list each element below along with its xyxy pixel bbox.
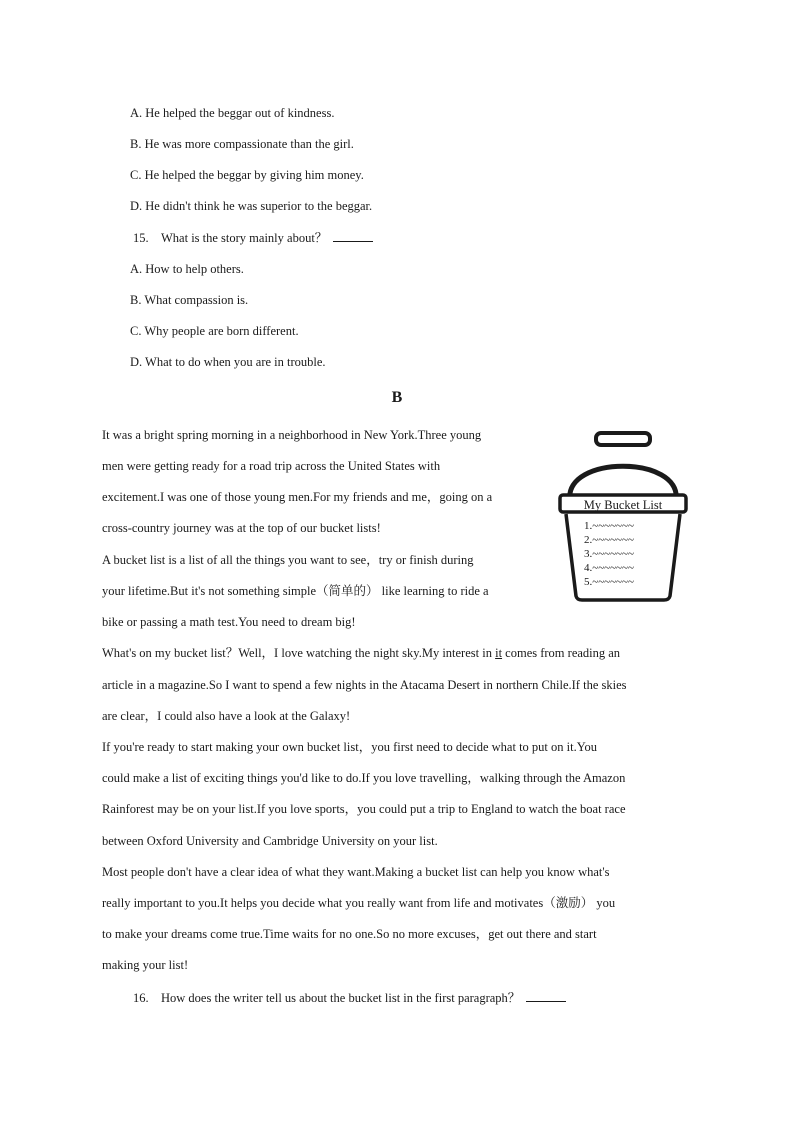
passage-line: Most people don't have a clear idea of what they want.Making a bucket list can help you know what's xyxy=(102,865,610,879)
passage-line: cross-country journey was at the top of our bucket lists! xyxy=(102,521,381,535)
passage-line: If you're ready to start making your own bucket list，you first need to decide what to put on it.You xyxy=(102,740,597,754)
passage-line: article in a magazine.So I want to spend a few nights in the Atacama Desert in northern Chile.If the skies xyxy=(102,678,627,692)
bucket-label: My Bucket List xyxy=(583,498,663,512)
bucket-item: 4.~~~~~~~ xyxy=(584,562,634,574)
passage-line: A bucket list is a list of all the things you want to see，try or finish during xyxy=(102,553,474,567)
passage-text: What's on my bucket list？Well，I love watching the night sky.My interest in xyxy=(102,646,496,660)
q15-option-d: D. What to do when you are in trouble. xyxy=(130,355,326,369)
question-16 xyxy=(133,989,566,1006)
question-number: 15. xyxy=(133,231,149,245)
question-text: What is the story mainly about？ xyxy=(161,231,328,245)
option-b-prev: B. He was more compassionate than the girl. xyxy=(130,137,354,151)
handle-grip xyxy=(596,433,650,445)
option-c-prev: C. He helped the beggar by giving him money. xyxy=(130,168,364,182)
q15-option-a: A. How to help others. xyxy=(130,262,244,276)
passage-line: Rainforest may be on your list.If you love sports，you could put a trip to England to watch the boat race xyxy=(102,802,626,816)
question-15 xyxy=(133,229,373,246)
passage-line: to make your dreams come true.Time waits for no one.So no more excuses，get out there and start xyxy=(102,927,597,941)
answer-blank[interactable] xyxy=(526,989,566,1002)
passage-line: are clear，I could also have a look at the Galaxy! xyxy=(102,709,351,723)
question-number: 16. xyxy=(133,991,149,1005)
bucket-item: 5.~~~~~~~ xyxy=(584,576,634,588)
option-a-prev: A. He helped the beggar out of kindness. xyxy=(130,106,335,120)
passage-line: excitement.I was one of those young men.For my friends and me，going on a xyxy=(102,490,493,504)
passage-line xyxy=(102,645,620,661)
passage-line: making your list! xyxy=(102,958,189,972)
passage-line: bike or passing a math test.You need to dream big! xyxy=(102,615,356,629)
bucket-item: 2.~~~~~~~ xyxy=(584,534,634,546)
question-text: How does the writer tell us about the bucket list in the first paragraph？ xyxy=(161,991,521,1005)
underlined-word: it xyxy=(495,646,503,660)
bucket-item: 1.~~~~~~~ xyxy=(584,520,634,532)
passage-line: could make a list of exciting things you'd like to do.If you love travelling，walking through the Amazon xyxy=(102,771,626,785)
section-heading: B xyxy=(391,389,403,406)
q15-option-b: B. What compassion is. xyxy=(130,293,249,307)
bucket-item: 3.~~~~~~~ xyxy=(584,548,634,560)
passage-line: men were getting ready for a road trip across the United States with xyxy=(102,459,441,473)
passage-line: between Oxford University and Cambridge University on your list. xyxy=(102,834,438,848)
q15-option-c: C. Why people are born different. xyxy=(130,324,299,338)
passage-line: It was a bright spring morning in a neighborhood in New York.Three young xyxy=(102,428,482,442)
bucket-list-illustration xyxy=(556,430,690,602)
passage-line: your lifetime.But it's not something simple（简单的） like learning to ride a xyxy=(102,584,489,598)
passage-line: really important to you.It helps you decide what you really want from life and motivates（激励） you xyxy=(102,896,616,910)
answer-blank[interactable] xyxy=(333,229,373,242)
option-d-prev: D. He didn't think he was superior to the beggar. xyxy=(130,199,373,213)
passage-text: comes from reading an xyxy=(502,646,621,660)
